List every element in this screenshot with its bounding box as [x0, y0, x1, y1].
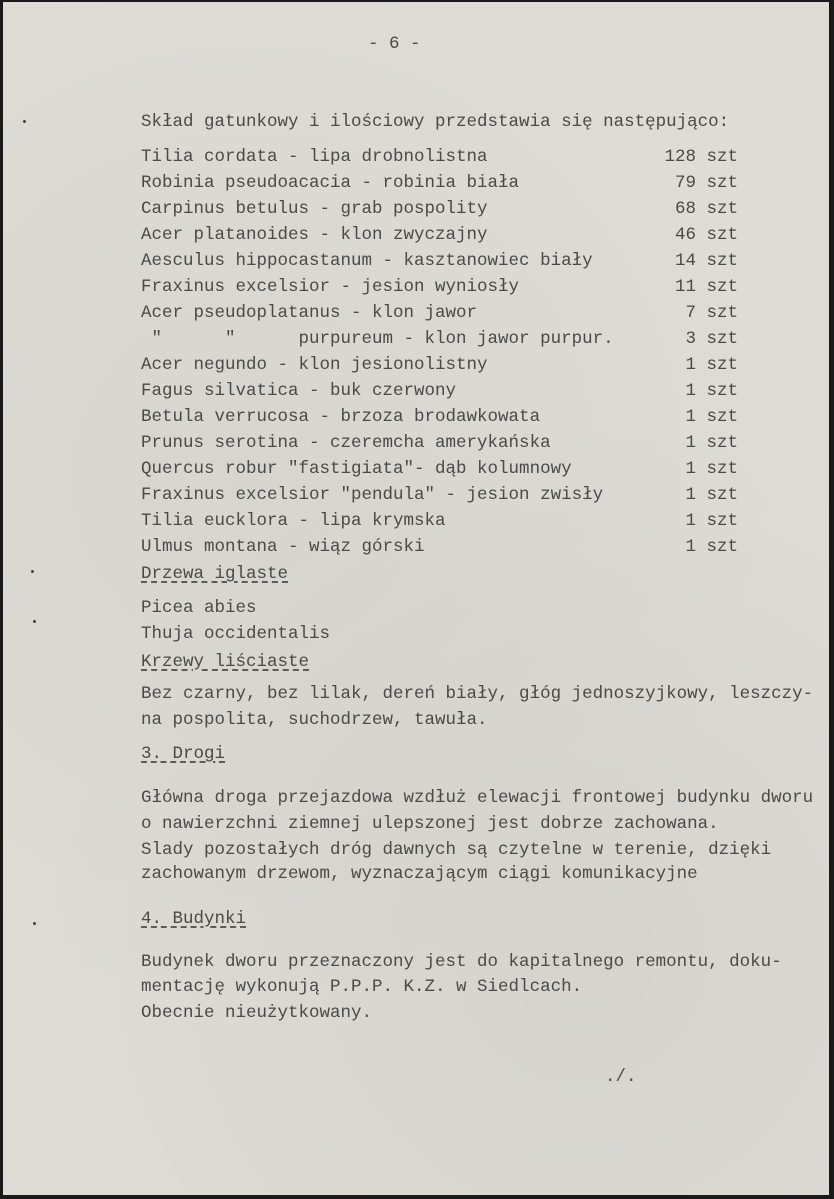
- species-row: [141, 433, 738, 453]
- species-quantity: 11 szt: [674, 277, 738, 297]
- roads-line: Slady pozostałych dróg dawnych są czytelne w terenie, dzięki: [141, 840, 772, 860]
- species-name: Prunus serotina - czeremcha amerykańska: [141, 433, 551, 453]
- roads-line: Główna droga przejazdowa wzdłuż elewacji frontowej budynku dworu: [141, 788, 814, 808]
- species-quantity: 1 szt: [685, 355, 738, 375]
- species-quantity: 68 szt: [674, 199, 738, 219]
- shrubs-line: Bez czarny, bez lilak, dereń biały, głóg jednoszyjkowy, leszczy-: [141, 684, 814, 704]
- roads-heading: 3. Drogi: [141, 744, 226, 764]
- species-row: [141, 147, 738, 167]
- species-name: Acer pseudoplatanus - klon jawor: [141, 303, 478, 323]
- species-quantity: 1 szt: [685, 511, 738, 531]
- buildings-line: Obecnie nieużytkowany.: [141, 1003, 373, 1023]
- species-quantity: 7 szt: [685, 303, 738, 323]
- roads-line: zachowanym drzewom, wyznaczającym ciągi komunikacyjne: [141, 864, 698, 884]
- buildings-line: Budynek dworu przeznaczony jest do kapitalnego remontu, doku-: [141, 952, 782, 972]
- shrubs-heading: Krzewy liściaste: [141, 652, 310, 672]
- page-number: - 6 -: [368, 34, 421, 54]
- species-name: " " purpureum - klon jawor purpur.: [141, 329, 614, 349]
- species-name: Quercus robur "fastigiata"- dąb kolumnowy: [141, 459, 572, 479]
- species-quantity: 3 szt: [685, 329, 738, 349]
- buildings-heading: 4. Budynki: [141, 909, 247, 929]
- species-row: [141, 251, 738, 271]
- species-name: Fagus silvatica - buk czerwony: [141, 381, 457, 401]
- species-row: [141, 511, 738, 531]
- species-row: [141, 381, 738, 401]
- species-row: [141, 407, 738, 427]
- species-name: Betula verrucosa - brzoza brodawkowata: [141, 407, 541, 427]
- species-row: [141, 199, 738, 219]
- continuation-mark: ./.: [605, 1067, 637, 1087]
- species-name: Tilia eucklora - lipa krymska: [141, 511, 446, 531]
- species-row: [141, 303, 738, 323]
- species-quantity: 46 szt: [674, 225, 738, 245]
- margin-speck: [31, 570, 34, 573]
- species-row: [141, 537, 738, 557]
- species-name: Ulmus montana - wiąz górski: [141, 537, 425, 557]
- intro-text: Skład gatunkowy i ilościowy przedstawia się następująco:: [141, 112, 730, 132]
- conifer-item: Picea abies: [141, 598, 257, 618]
- species-quantity: 1 szt: [685, 459, 738, 479]
- buildings-line: mentację wykonują P.P.P. K.Z. w Siedlcach.: [141, 977, 583, 997]
- roads-line: o nawierzchni ziemnej ulepszonej jest dobrze zachowana.: [141, 814, 719, 834]
- species-row: [141, 459, 738, 479]
- species-quantity: 1 szt: [685, 381, 738, 401]
- species-quantity: 14 szt: [674, 251, 738, 271]
- species-name: Aesculus hippocastanum - kasztanowiec biały: [141, 251, 593, 271]
- document-page: [3, 2, 829, 1195]
- species-row: [141, 329, 738, 349]
- species-name: Fraxinus excelsior "pendula" - jesion zwisły: [141, 485, 604, 505]
- species-name: Acer platanoides - klon zwyczajny: [141, 225, 488, 245]
- species-name: Robinia pseudoacacia - robinia biała: [141, 173, 520, 193]
- species-row: [141, 173, 738, 193]
- conifer-item: Thuja occidentalis: [141, 624, 331, 644]
- species-quantity: 79 szt: [674, 173, 738, 193]
- species-quantity: 128 szt: [664, 147, 738, 167]
- margin-speck: [33, 922, 36, 925]
- margin-speck: [33, 620, 36, 623]
- conifers-heading: Drzewa iglaste: [141, 564, 289, 584]
- species-row: [141, 225, 738, 245]
- species-row: [141, 277, 738, 297]
- margin-speck: [23, 120, 26, 123]
- species-row: [141, 485, 738, 505]
- species-quantity: 1 szt: [685, 485, 738, 505]
- species-name: Acer negundo - klon jesionolistny: [141, 355, 488, 375]
- species-quantity: 1 szt: [685, 537, 738, 557]
- shrubs-line: na pospolita, suchodrzew, tawuła.: [141, 710, 488, 730]
- species-quantity: 1 szt: [685, 407, 738, 427]
- species-quantity: 1 szt: [685, 433, 738, 453]
- species-name: Fraxinus excelsior - jesion wyniosły: [141, 277, 520, 297]
- species-name: Tilia cordata - lipa drobnolistna: [141, 147, 488, 167]
- species-name: Carpinus betulus - grab pospolity: [141, 199, 488, 219]
- species-row: [141, 355, 738, 375]
